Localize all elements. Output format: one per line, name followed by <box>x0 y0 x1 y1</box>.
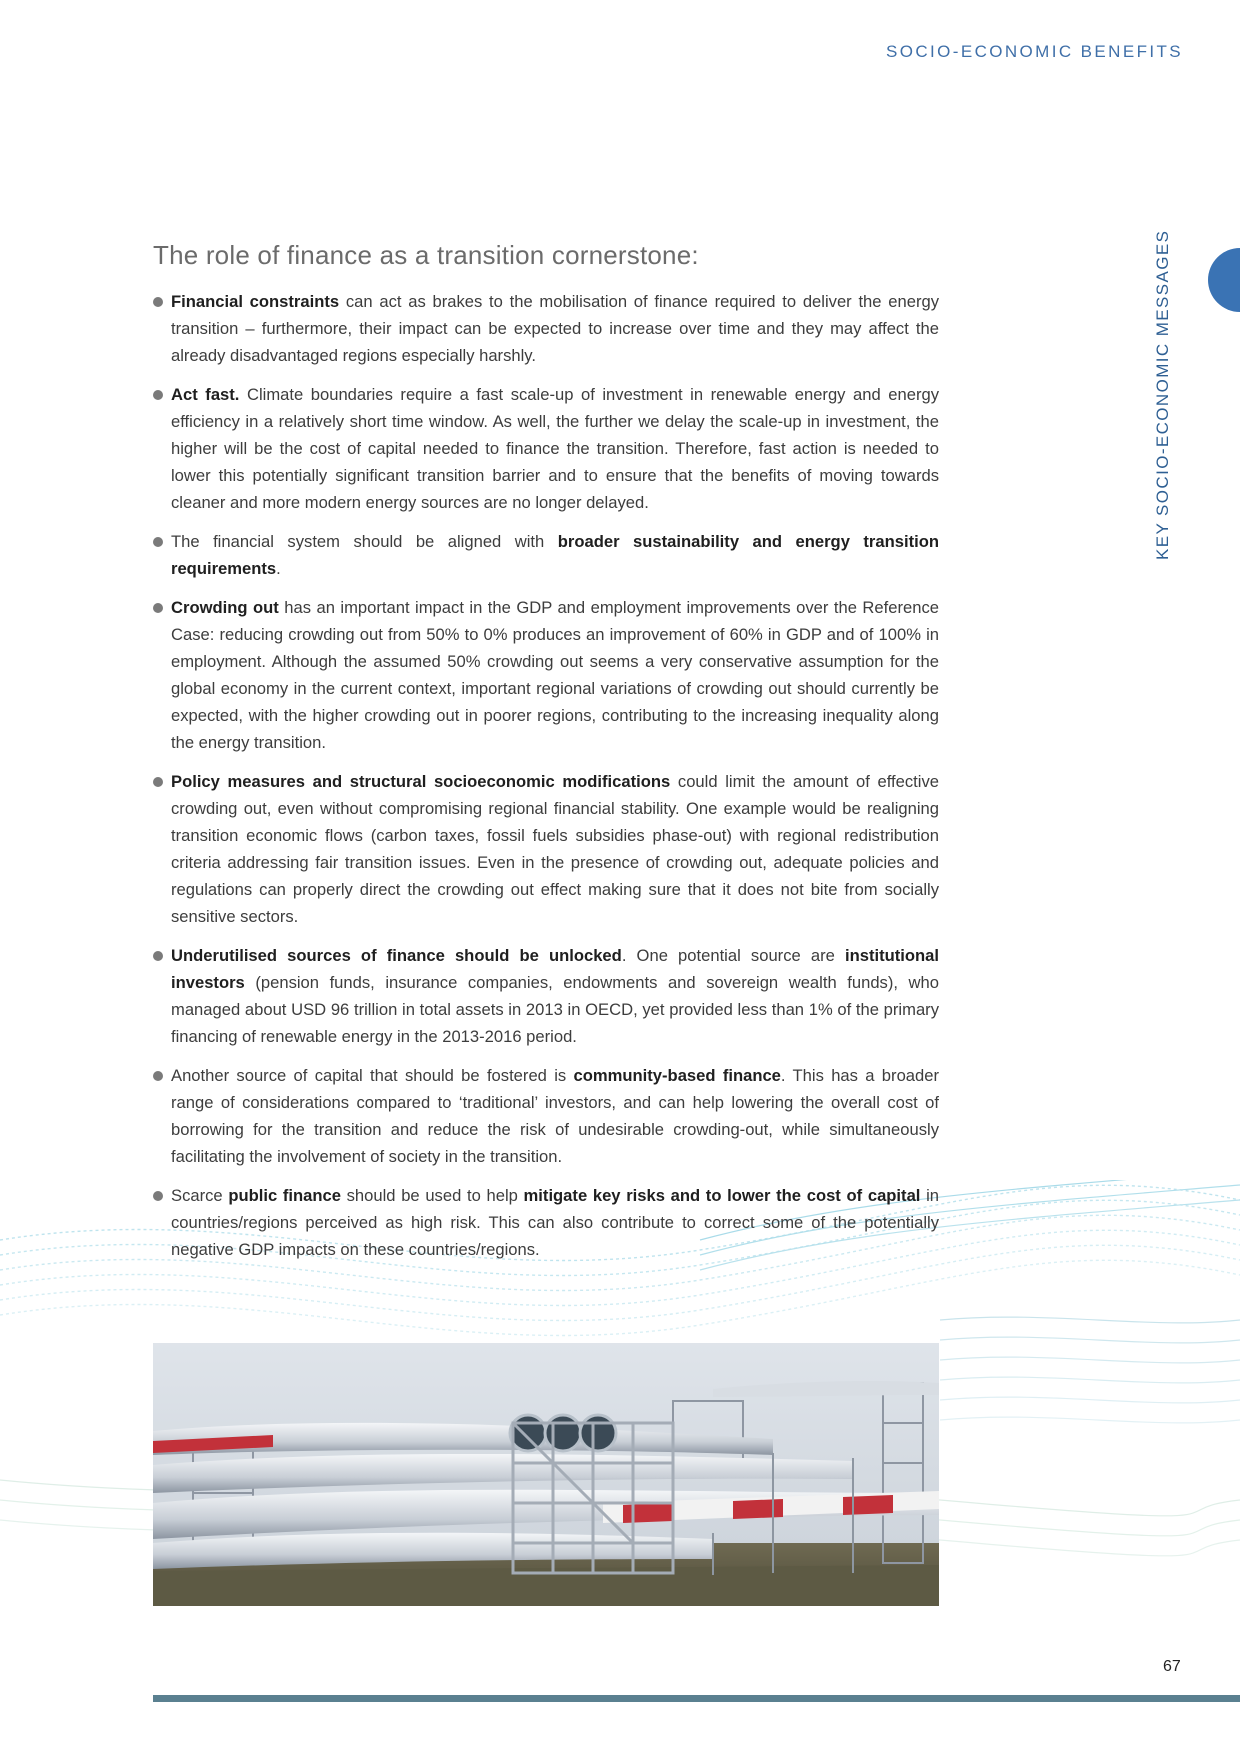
section-tab-marker <box>1208 248 1240 312</box>
bullet-policy-measures <box>153 768 939 930</box>
bullet-community-finance <box>153 1062 939 1170</box>
text-run: Scarce <box>171 1186 229 1205</box>
side-section-label: KEY SOCIO-ECONOMIC MESSAGES <box>1153 229 1172 560</box>
bullet-text <box>171 1066 939 1166</box>
bullet-financial-constraints <box>153 288 939 369</box>
bullet-text <box>171 532 939 578</box>
text-run: Climate boundaries require a fast scale-up of investment in renewable energy and energy efficiency in a relatively short time window. As well, the further we delay the scale-up in investment, the higher will be the cost of capital needed to finance the transition. Therefore, fast action is needed to lower this potentially significant transition barrier and to ensure that the benefits of moving towards cleaner and more modern energy sources are no longer delayed. <box>171 385 939 512</box>
text-run: . <box>276 559 281 578</box>
bullet-dot-icon <box>153 390 163 400</box>
bold-phrase: mitigate key risks and to lower the cost of capital <box>523 1186 921 1205</box>
bullet-underutilised-sources <box>153 942 939 1050</box>
bullet-dot-icon <box>153 777 163 787</box>
bullet-dot-icon <box>153 603 163 613</box>
bullet-dot-icon <box>153 1191 163 1201</box>
bold-phrase: institutional investors <box>171 946 939 992</box>
bold-phrase: public finance <box>228 1186 341 1205</box>
wind-turbine-blades-photo <box>153 1343 939 1606</box>
text-run: could limit the amount of effective crowding out, even without compromising regional financial stability. One example would be realigning transition economic flows (carbon taxes, fossil fuels subsidies phase-out) with regional redistribution criteria addressing fair transition issues. Even in the presence of crowding out, adequate policies and regulations can properly direct the crowding out effect making sure that it does not bite from socially sensitive sectors. <box>171 772 939 926</box>
text-run: The financial system should be aligned with <box>171 532 558 551</box>
bullet-dot-icon <box>153 951 163 961</box>
bullet-public-finance <box>153 1182 939 1263</box>
text-run: in countries/regions perceived as high risk. This can also contribute to correct some of the potentially negative GDP impacts on these countries/regions. <box>171 1186 939 1259</box>
bullet-list <box>153 288 939 1275</box>
section-title: The role of finance as a transition cornerstone: <box>153 240 699 270</box>
bold-phrase: Policy measures and structural socioeconomic modifications <box>171 772 671 791</box>
bold-phrase: broader sustainability and energy transition requirements <box>171 532 939 578</box>
bullet-text <box>171 385 939 512</box>
bold-phrase: Act fast. <box>171 385 240 404</box>
bullet-text <box>171 292 939 365</box>
bullet-act-fast <box>153 381 939 516</box>
bullet-text <box>171 598 939 752</box>
text-run: should be used to help <box>340 1186 524 1205</box>
bullet-dot-icon <box>153 297 163 307</box>
text-run: Another source of capital that should be fostered is <box>171 1066 574 1085</box>
bold-phrase: Financial constraints <box>171 292 340 311</box>
text-run: . One potential source are <box>621 946 845 965</box>
bullet-text <box>171 1186 939 1259</box>
page-number: 67 <box>1163 1658 1181 1675</box>
text-run: has an important impact in the GDP and employment improvements over the Reference Case: reducing crowding out from 50% to 0% produces an improvement of 60% in GDP and of 100% in employment. Although the assumed 50% crowding out seems a very conservative assumption for the global economy in the current context, important regional variations of crowding out should currently be expected, with the higher crowding out in poorer regions, contributing to the increasing inequality along the energy transition. <box>171 598 939 752</box>
bullet-financial-system <box>153 528 939 582</box>
bold-phrase: Crowding out <box>171 598 279 617</box>
text-run: (pension funds, insurance companies, endowments and sovereign wealth funds), who managed about USD 96 trillion in total assets in 2013 in OECD, yet provided less than 1% of the primary financing of renewable energy in the 2013-2016 period. <box>171 973 939 1046</box>
bullet-text <box>171 946 939 1046</box>
text-run: . This has a broader range of considerations compared to ‘traditional’ investors, and can help lowering the overall cost of borrowing for the transition and reduce the risk of undesirable crowding-out, while simultaneously facilitating the involvement of society in the transition. <box>171 1066 940 1166</box>
bullet-dot-icon <box>153 537 163 547</box>
section-header: SOCIO-ECONOMIC BENEFITS <box>886 42 1183 61</box>
bullet-crowding-out <box>153 594 939 756</box>
footer-bar <box>153 1695 1240 1702</box>
bold-phrase: Underutilised sources of finance should be unlocked <box>171 946 622 965</box>
bold-phrase: community-based finance <box>573 1066 781 1085</box>
text-run: can act as brakes to the mobilisation of finance required to deliver the energy transition – furthermore, their impact can be expected to increase over time and they may affect the already disadvantaged regions especially harshly. <box>171 292 939 365</box>
bullet-dot-icon <box>153 1071 163 1081</box>
bullet-text <box>171 772 939 926</box>
